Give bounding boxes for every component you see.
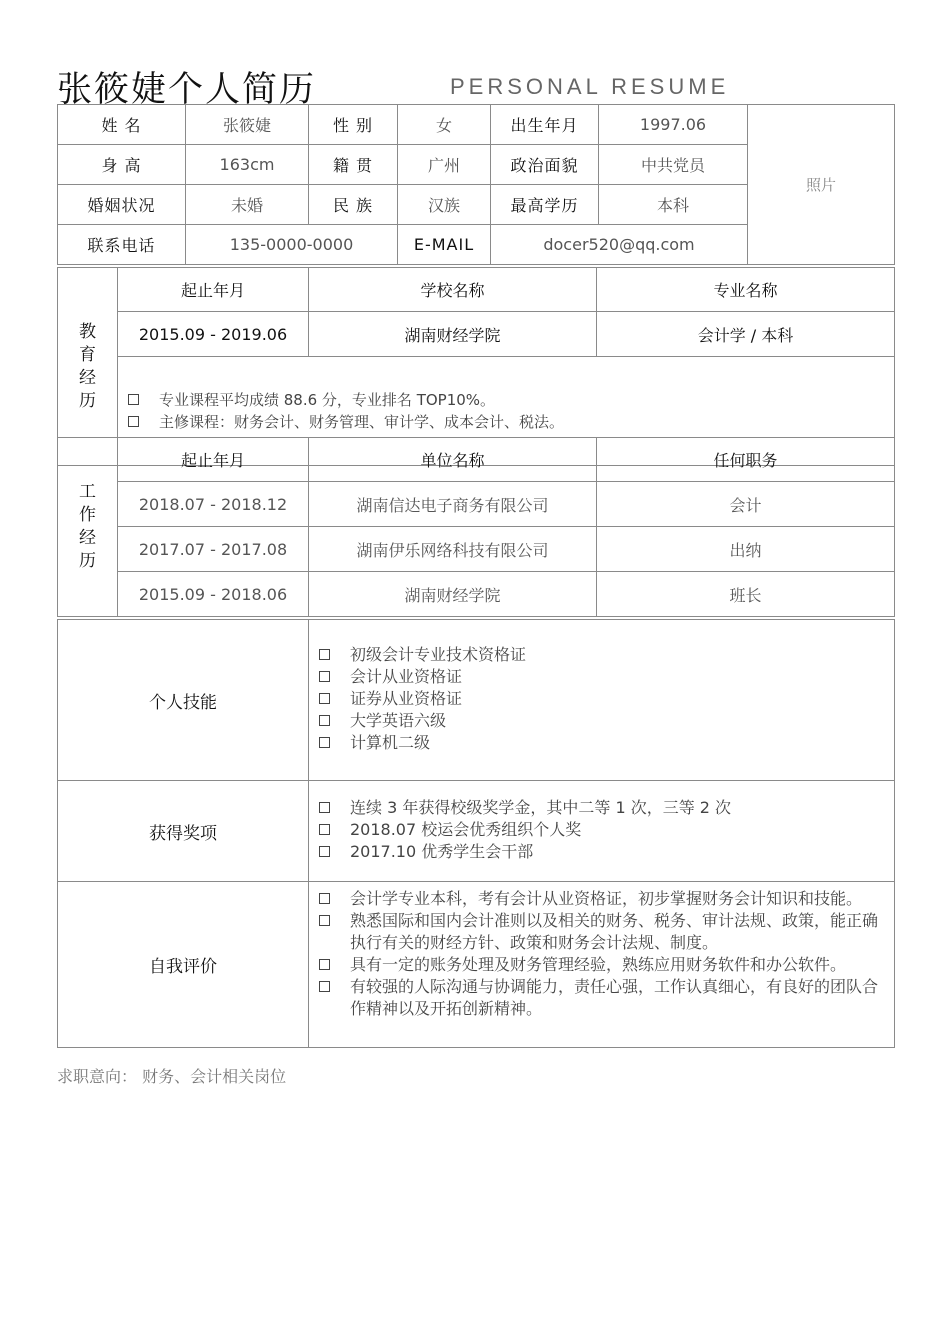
work-company: 湖南伊乐网络科技有限公司 xyxy=(309,527,597,572)
list-item: 有较强的人际沟通与协调能力，责任心强，工作认真细心，有良好的团队合作精神以及开拓创新精神。 xyxy=(319,976,884,1020)
email-label: E-MAIL xyxy=(398,225,491,265)
list-item: 2018.07 校运会优秀组织个人奖 xyxy=(319,819,884,841)
resume-title: 张筱婕个人简历 xyxy=(57,70,317,110)
origin-value: 广州 xyxy=(398,145,491,185)
phone-value: 135-0000-0000 xyxy=(186,225,398,265)
work-header-company: 单位名称 xyxy=(309,438,597,482)
work-period: 2015.09 - 2018.06 xyxy=(118,572,309,617)
checkbox-icon xyxy=(128,394,139,405)
education-header-school: 学校名称 xyxy=(309,268,597,312)
marital-value: 未婚 xyxy=(186,185,309,225)
ethnic-value: 汉族 xyxy=(398,185,491,225)
checkbox-icon xyxy=(319,915,330,926)
list-item: 会计学专业本科，考有会计从业资格证，初步掌握财务会计知识和技能。 xyxy=(319,888,884,910)
gender-value: 女 xyxy=(398,105,491,145)
list-item: 2017.10 优秀学生会干部 xyxy=(319,841,884,863)
education-period: 2015.09 - 2019.06 xyxy=(118,312,309,357)
table-row xyxy=(58,527,895,572)
politics-value: 中共党员 xyxy=(599,145,748,185)
objective-label: 求职意向： xyxy=(57,1067,138,1086)
checkbox-icon xyxy=(319,715,330,726)
awards-label: 获得奖项 xyxy=(58,781,309,882)
work-header-position: 任何职务 xyxy=(597,438,895,482)
work-header-period: 起止年月 xyxy=(118,438,309,482)
checkbox-icon xyxy=(319,959,330,970)
height-value: 163cm xyxy=(186,145,309,185)
list-item: 大学英语六级 xyxy=(319,710,884,732)
checkbox-icon xyxy=(319,846,330,857)
job-objective xyxy=(57,1064,286,1087)
list-item: 具有一定的账务处理及财务管理经验，熟练应用财务软件和办公软件。 xyxy=(319,954,884,976)
checkbox-icon xyxy=(319,693,330,704)
degree-label: 最高学历 xyxy=(491,185,599,225)
email-value: docer520@qq.com xyxy=(491,225,748,265)
degree-value: 本科 xyxy=(599,185,748,225)
checkbox-icon xyxy=(319,893,330,904)
gender-label: 性 别 xyxy=(309,105,398,145)
work-side-label: 工 作 经 历 xyxy=(58,438,118,617)
work-company: 湖南信达电子商务有限公司 xyxy=(309,482,597,527)
checkbox-icon xyxy=(319,671,330,682)
list-item: 初级会计专业技术资格证 xyxy=(319,644,884,666)
resume-subtitle: PERSONAL RESUME xyxy=(450,74,730,99)
list-item: 会计从业资格证 xyxy=(319,666,884,688)
work-position: 出纳 xyxy=(597,527,895,572)
self-eval-label: 自我评价 xyxy=(58,882,309,1048)
table-row xyxy=(58,572,895,617)
checkbox-icon xyxy=(319,824,330,835)
education-side-label: 教 育 经 历 xyxy=(58,268,118,466)
work-table xyxy=(57,437,895,617)
name-value: 张筱婕 xyxy=(186,105,309,145)
basic-info-table xyxy=(57,104,895,265)
list-item: 证券从业资格证 xyxy=(319,688,884,710)
name-label: 姓 名 xyxy=(58,105,186,145)
self-eval-list xyxy=(309,882,895,1048)
work-period: 2018.07 - 2018.12 xyxy=(118,482,309,527)
height-label: 身 高 xyxy=(58,145,186,185)
checkbox-icon xyxy=(128,416,139,427)
skills-list xyxy=(309,620,895,781)
education-major: 会计学 / 本科 xyxy=(597,312,895,357)
marital-label: 婚姻状况 xyxy=(58,185,186,225)
list-item: 专业课程平均成绩 88.6 分，专业排名 TOP10%。 xyxy=(128,389,884,411)
birth-value: 1997.06 xyxy=(599,105,748,145)
phone-label: 联系电话 xyxy=(58,225,186,265)
checkbox-icon xyxy=(319,737,330,748)
education-school: 湖南财经学院 xyxy=(309,312,597,357)
list-item: 计算机二级 xyxy=(319,732,884,754)
awards-list xyxy=(309,781,895,882)
work-period: 2017.07 - 2017.08 xyxy=(118,527,309,572)
birth-label: 出生年月 xyxy=(491,105,599,145)
checkbox-icon xyxy=(319,981,330,992)
skills-label: 个人技能 xyxy=(58,620,309,781)
education-header-major: 专业名称 xyxy=(597,268,895,312)
checkbox-icon xyxy=(319,802,330,813)
objective-value: 财务、会计相关岗位 xyxy=(142,1067,287,1086)
list-item: 连续 3 年获得校级奖学金，其中二等 1 次，三等 2 次 xyxy=(319,797,884,819)
checkbox-icon xyxy=(319,649,330,660)
education-header-period: 起止年月 xyxy=(118,268,309,312)
photo-placeholder: 照片 xyxy=(748,105,895,265)
table-row xyxy=(58,482,895,527)
origin-label: 籍 贯 xyxy=(309,145,398,185)
politics-label: 政治面貌 xyxy=(491,145,599,185)
work-company: 湖南财经学院 xyxy=(309,572,597,617)
profile-sections-table xyxy=(57,619,895,1048)
work-position: 会计 xyxy=(597,482,895,527)
list-item: 熟悉国际和国内会计准则以及相关的财务、税务、审计法规、政策，能正确执行有关的财经方针、政策和财务会计法规、制度。 xyxy=(319,910,884,954)
work-position: 班长 xyxy=(597,572,895,617)
ethnic-label: 民 族 xyxy=(309,185,398,225)
list-item: 主修课程：财务会计、财务管理、审计学、成本会计、税法。 xyxy=(128,411,884,433)
